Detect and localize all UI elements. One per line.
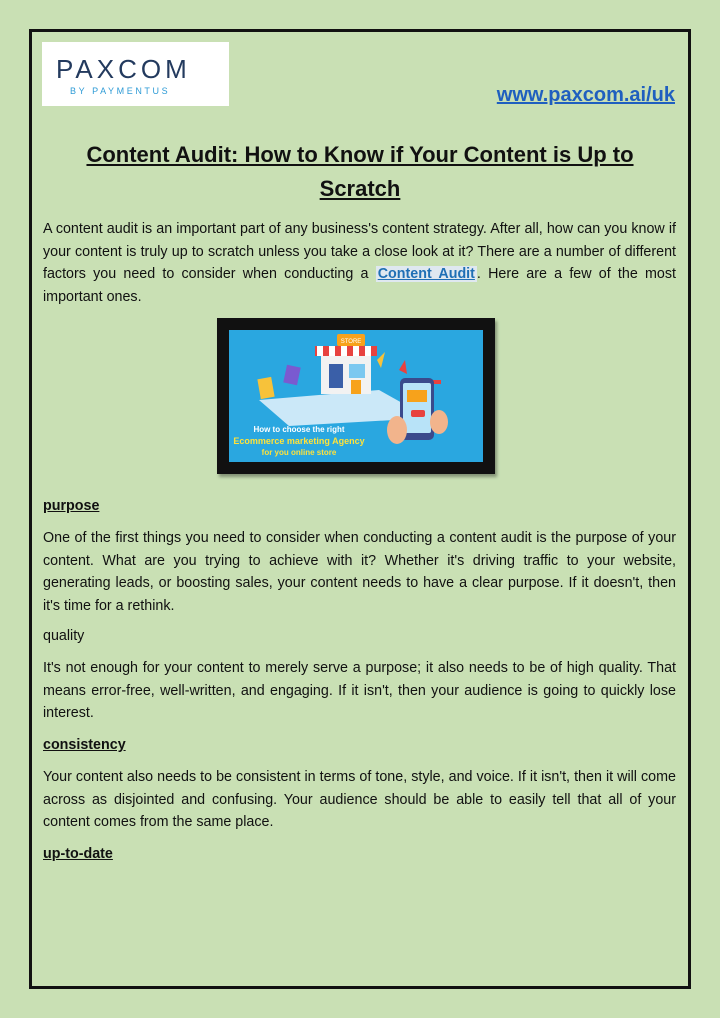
paragraph-consistency: Your content also needs to be consistent in terms of tone, style, and voice. If it isn't, then it will come across as disjointed and confusing. Your audience should be able to easily tell that all of your content comes from the same place. xyxy=(43,769,676,831)
logo-tagline: BY PAYMENTUS xyxy=(70,86,171,96)
caption-line-3: for you online store xyxy=(261,448,337,457)
heading-up-to-date: up-to-date xyxy=(43,846,113,862)
heading-consistency: consistency xyxy=(43,737,126,753)
caption-line-2: Ecommerce marketing Agency xyxy=(233,436,365,446)
heading-quality: quality xyxy=(43,628,85,644)
logo-wordmark: PAXCOM xyxy=(56,54,191,84)
heading-purpose: purpose xyxy=(43,498,100,514)
content-audit-link[interactable]: Content Audit xyxy=(377,266,475,283)
intro-paragraph xyxy=(43,218,676,308)
caption-line-1: How to choose the right xyxy=(253,425,345,434)
intro-text-after: . Here are a few of the most important ones. xyxy=(43,266,676,305)
paxcom-logo[interactable] xyxy=(42,42,229,106)
store-sign-text: STORE xyxy=(340,339,362,345)
ecommerce-illustration xyxy=(229,330,483,462)
page-title: Content Audit: How to Know if Your Content is Up to Scratch xyxy=(86,142,634,201)
paragraph-quality: It's not enough for your content to merely serve a purpose; it also needs to be of high quality. That means error-free, well-written, and engaging. If it isn't, then your audience is going to quickly lose interest. xyxy=(43,660,676,722)
website-link[interactable]: www.paxcom.ai/uk xyxy=(496,84,675,106)
intro-text-before: A content audit is an important part of any business's content strategy. After all, how can you know if your content is truly up to scratch unless you take a close look at it? There are a number of different factors you need to consider when conducting a xyxy=(43,221,676,283)
article-image xyxy=(217,318,495,474)
paragraph-purpose: One of the first things you need to consider when conducting a content audit is the purpose of your content. What are you trying to achieve with it? Whether it's driving traffic to your website, generating leads, or boosting sales, your content needs to have a clear purpose. If it doesn't, then it's time for a rethink. xyxy=(43,530,676,614)
